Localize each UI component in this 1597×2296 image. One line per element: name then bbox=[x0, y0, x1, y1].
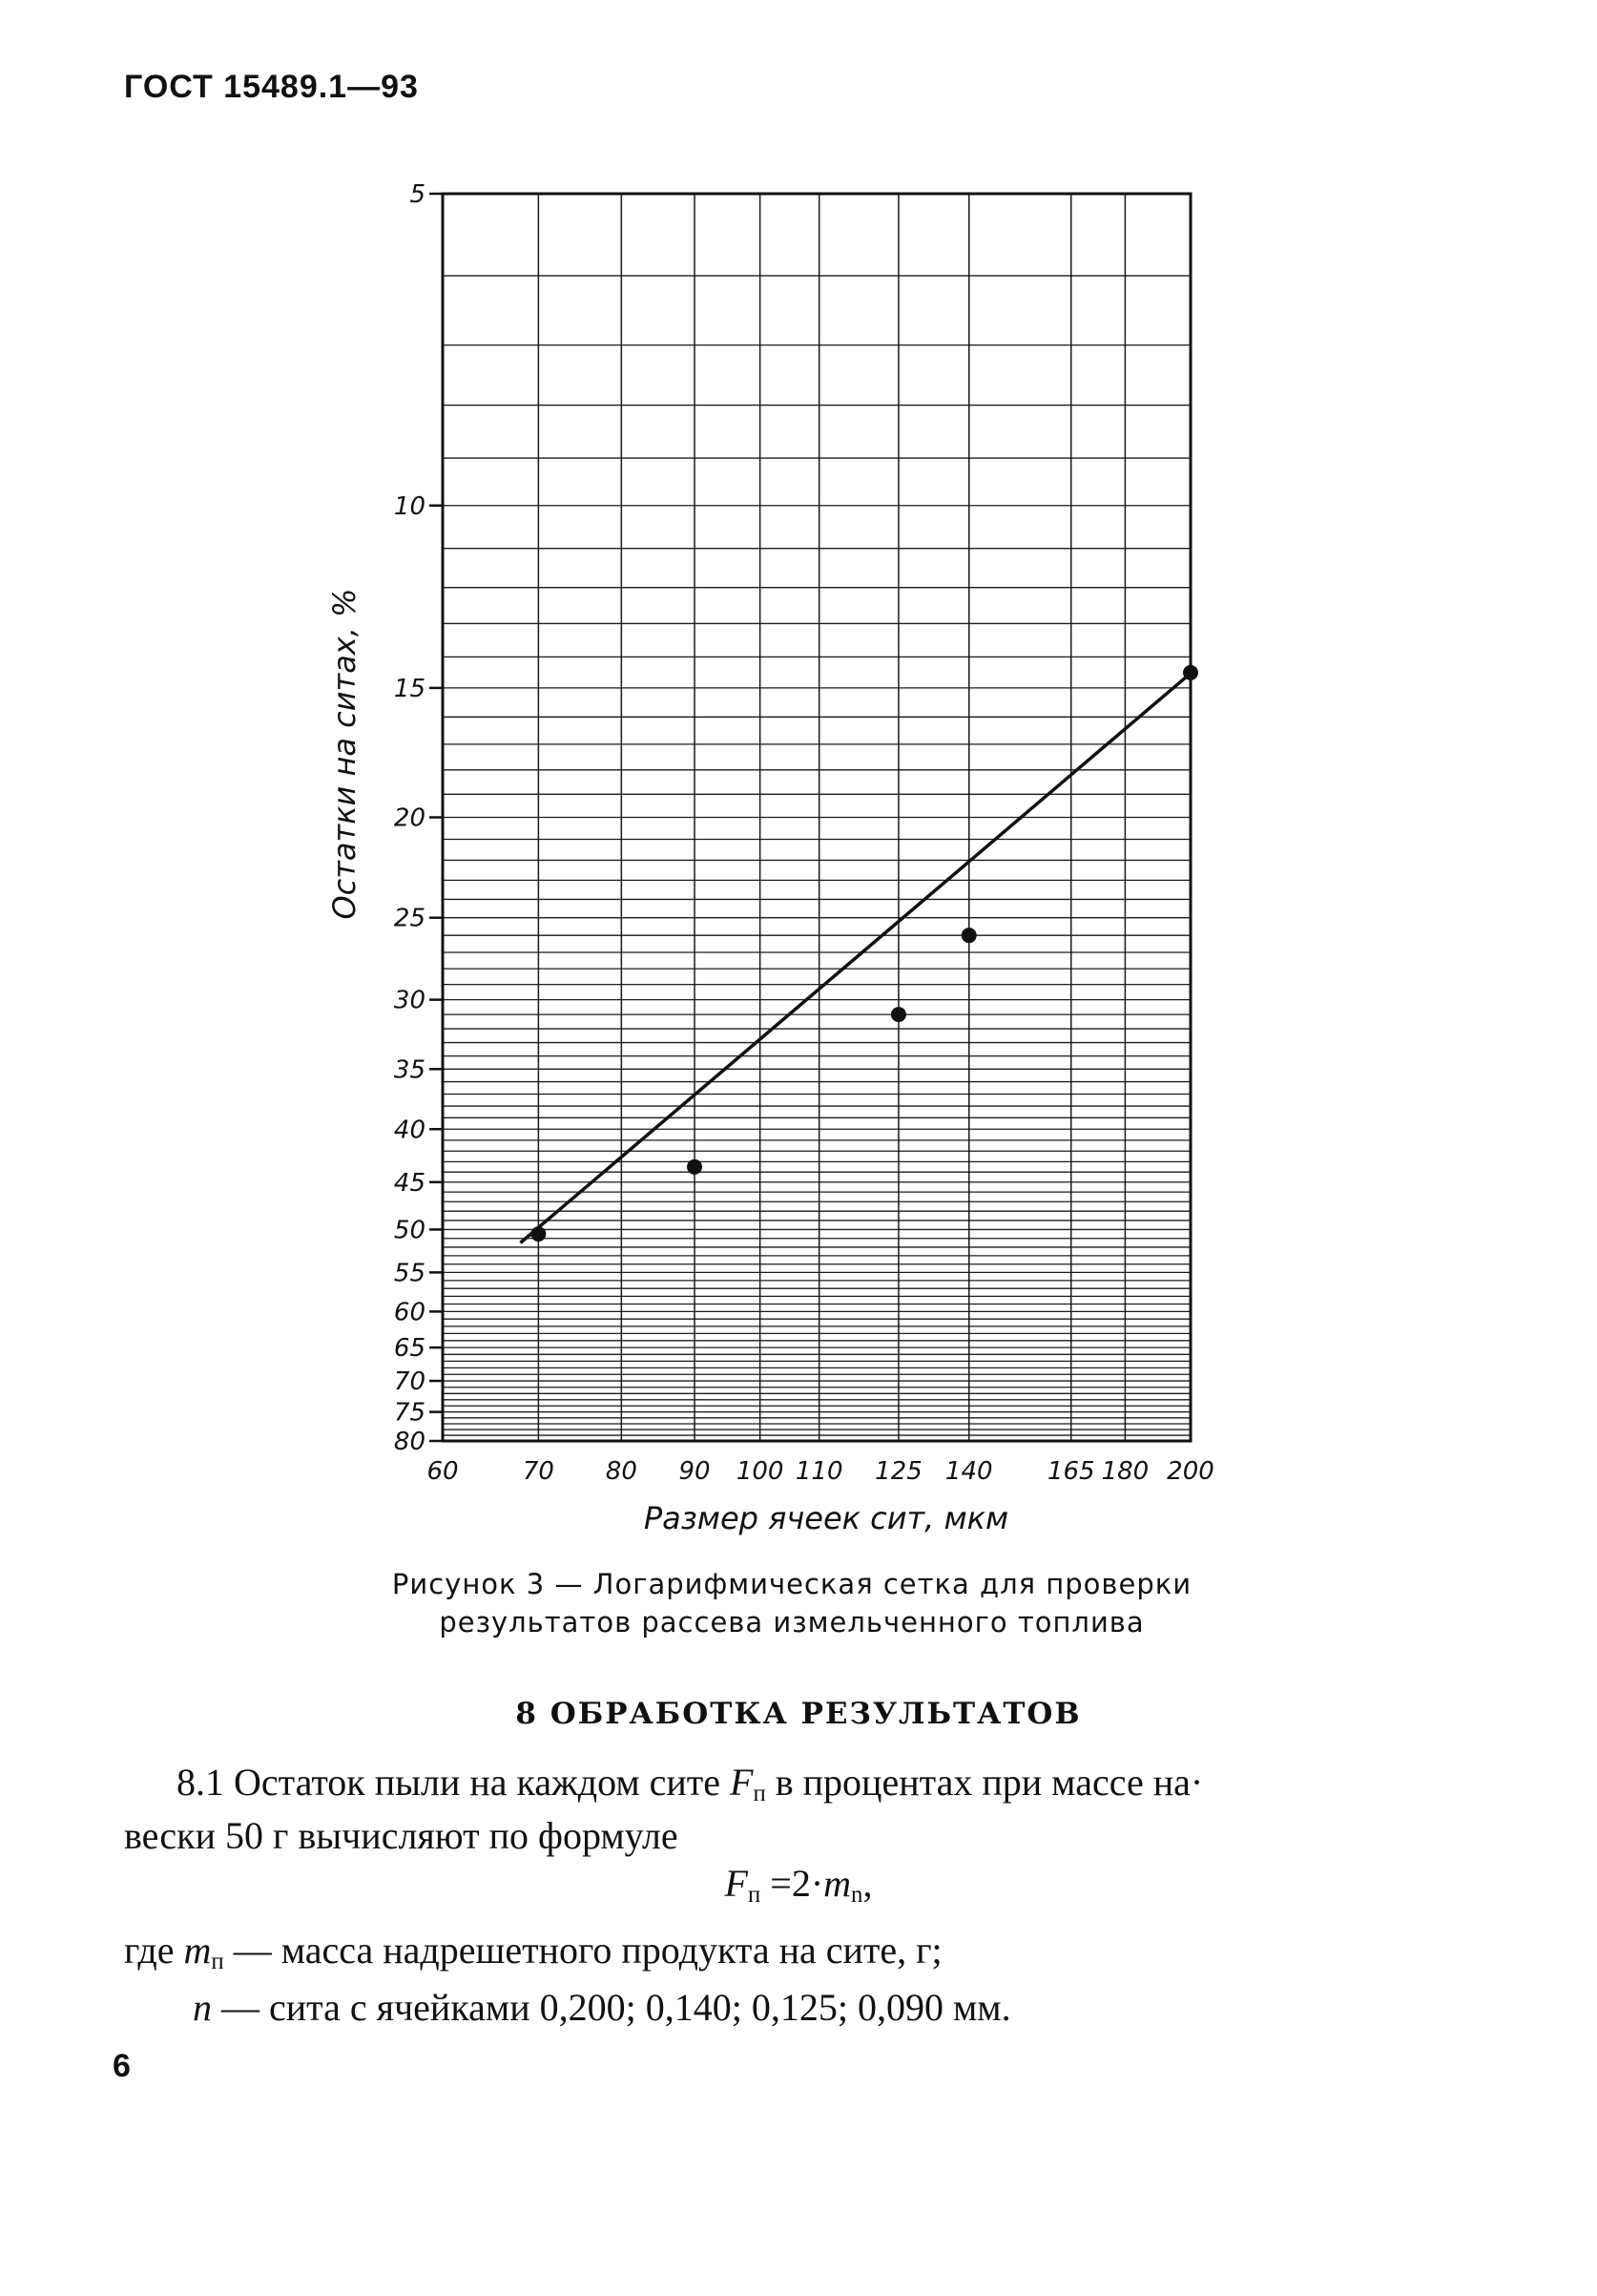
x-tick-label: 80 bbox=[605, 1457, 637, 1486]
y-tick-label: 70 bbox=[393, 1367, 425, 1397]
x-axis-title: Размер ячеек сит, мкм bbox=[643, 1500, 1009, 1536]
y-tick-label: 80 bbox=[393, 1428, 425, 1456]
where-m-text: — масса надрешетного продукта на сите, г; bbox=[223, 1929, 943, 1972]
figure-caption-line-1: Рисунок 3 — Логарифмическая сетка для проверки bbox=[391, 1568, 1193, 1600]
formula-lhs-subscript: п bbox=[747, 1882, 761, 1909]
y-tick-label: 30 bbox=[393, 986, 425, 1015]
x-tick-label: 100 bbox=[736, 1457, 784, 1486]
formula bbox=[0, 1861, 1597, 1909]
variable-F: F bbox=[730, 1761, 754, 1804]
x-tick-label: 165 bbox=[1047, 1457, 1095, 1486]
y-tick-label: 65 bbox=[393, 1334, 425, 1364]
where-definition-n bbox=[124, 1979, 1011, 2036]
paragraph-8-1-line-2: вески 50 г вычисляют по формуле bbox=[124, 1814, 678, 1857]
x-tick-label: 70 bbox=[522, 1457, 554, 1486]
formula-m-subscript: n bbox=[851, 1882, 863, 1909]
x-tick-label: 200 bbox=[1167, 1457, 1214, 1486]
data-point bbox=[687, 1159, 702, 1175]
variable-F-subscript: п bbox=[753, 1781, 766, 1807]
x-tick-label: 140 bbox=[944, 1457, 993, 1486]
y-tick-label: 45 bbox=[393, 1168, 425, 1198]
chart-minor-grid bbox=[443, 194, 1191, 1441]
y-axis-title: Остатки на ситах, % bbox=[326, 588, 363, 920]
page-number: 6 bbox=[113, 2048, 131, 2084]
section-heading: 8 ОБРАБОТКА РЕЗУЛЬТАТОВ bbox=[515, 1697, 1082, 1731]
where-prefix: где bbox=[124, 1929, 184, 1972]
y-tick-label: 50 bbox=[393, 1216, 425, 1245]
trend-line bbox=[521, 677, 1187, 1242]
paragraph-8-1-line-1 bbox=[124, 1756, 1469, 1809]
figure-caption bbox=[315, 1565, 1269, 1641]
x-tick-label: 60 bbox=[426, 1457, 459, 1486]
formula-tail: , bbox=[862, 1862, 873, 1905]
formula-equals: =2· bbox=[760, 1862, 824, 1905]
y-tick-label: 75 bbox=[393, 1398, 425, 1428]
where-m-subscript: п bbox=[211, 1949, 224, 1975]
formula-lhs-F: F bbox=[724, 1862, 748, 1905]
x-tick-label: 125 bbox=[875, 1457, 923, 1486]
x-tick-label: 90 bbox=[678, 1457, 711, 1486]
y-tick-label: 5 bbox=[409, 180, 425, 209]
data-point bbox=[962, 928, 977, 943]
where-m: m bbox=[183, 1929, 212, 1972]
y-tick-label: 25 bbox=[393, 904, 425, 933]
formula-m: m bbox=[823, 1862, 852, 1905]
y-tick-label: 40 bbox=[393, 1116, 425, 1145]
x-axis-ticks bbox=[426, 1457, 1213, 1486]
y-tick-label: 15 bbox=[393, 674, 425, 703]
paragraph-8-1-text-start: 8.1 Остаток пыли на каждом сите bbox=[176, 1761, 731, 1804]
y-tick-label: 35 bbox=[393, 1055, 425, 1085]
where-n-text: — сита с ячейками 0,200; 0,140; 0,125; 0,090 мм. bbox=[212, 1986, 1011, 2029]
paragraph-8-1-text-end: в процентах при массе на· bbox=[765, 1761, 1204, 1804]
figure-caption-line-2: результатов рассева измельченного топлива bbox=[439, 1606, 1145, 1639]
data-point bbox=[891, 1007, 906, 1022]
where-definitions bbox=[124, 1922, 1011, 2036]
y-tick-label: 60 bbox=[393, 1298, 425, 1327]
y-axis-ticks bbox=[394, 180, 443, 1456]
where-definition-m bbox=[124, 1922, 1011, 1979]
y-tick-label: 20 bbox=[393, 804, 425, 833]
x-tick-label: 110 bbox=[795, 1457, 843, 1486]
y-tick-label: 10 bbox=[393, 491, 425, 521]
x-tick-label: 180 bbox=[1101, 1457, 1150, 1486]
y-tick-label: 55 bbox=[393, 1259, 425, 1288]
document-header: ГОСТ 15489.1—93 bbox=[124, 69, 419, 105]
paragraph-8-1 bbox=[124, 1756, 1469, 1863]
where-n: n bbox=[193, 1986, 212, 2029]
